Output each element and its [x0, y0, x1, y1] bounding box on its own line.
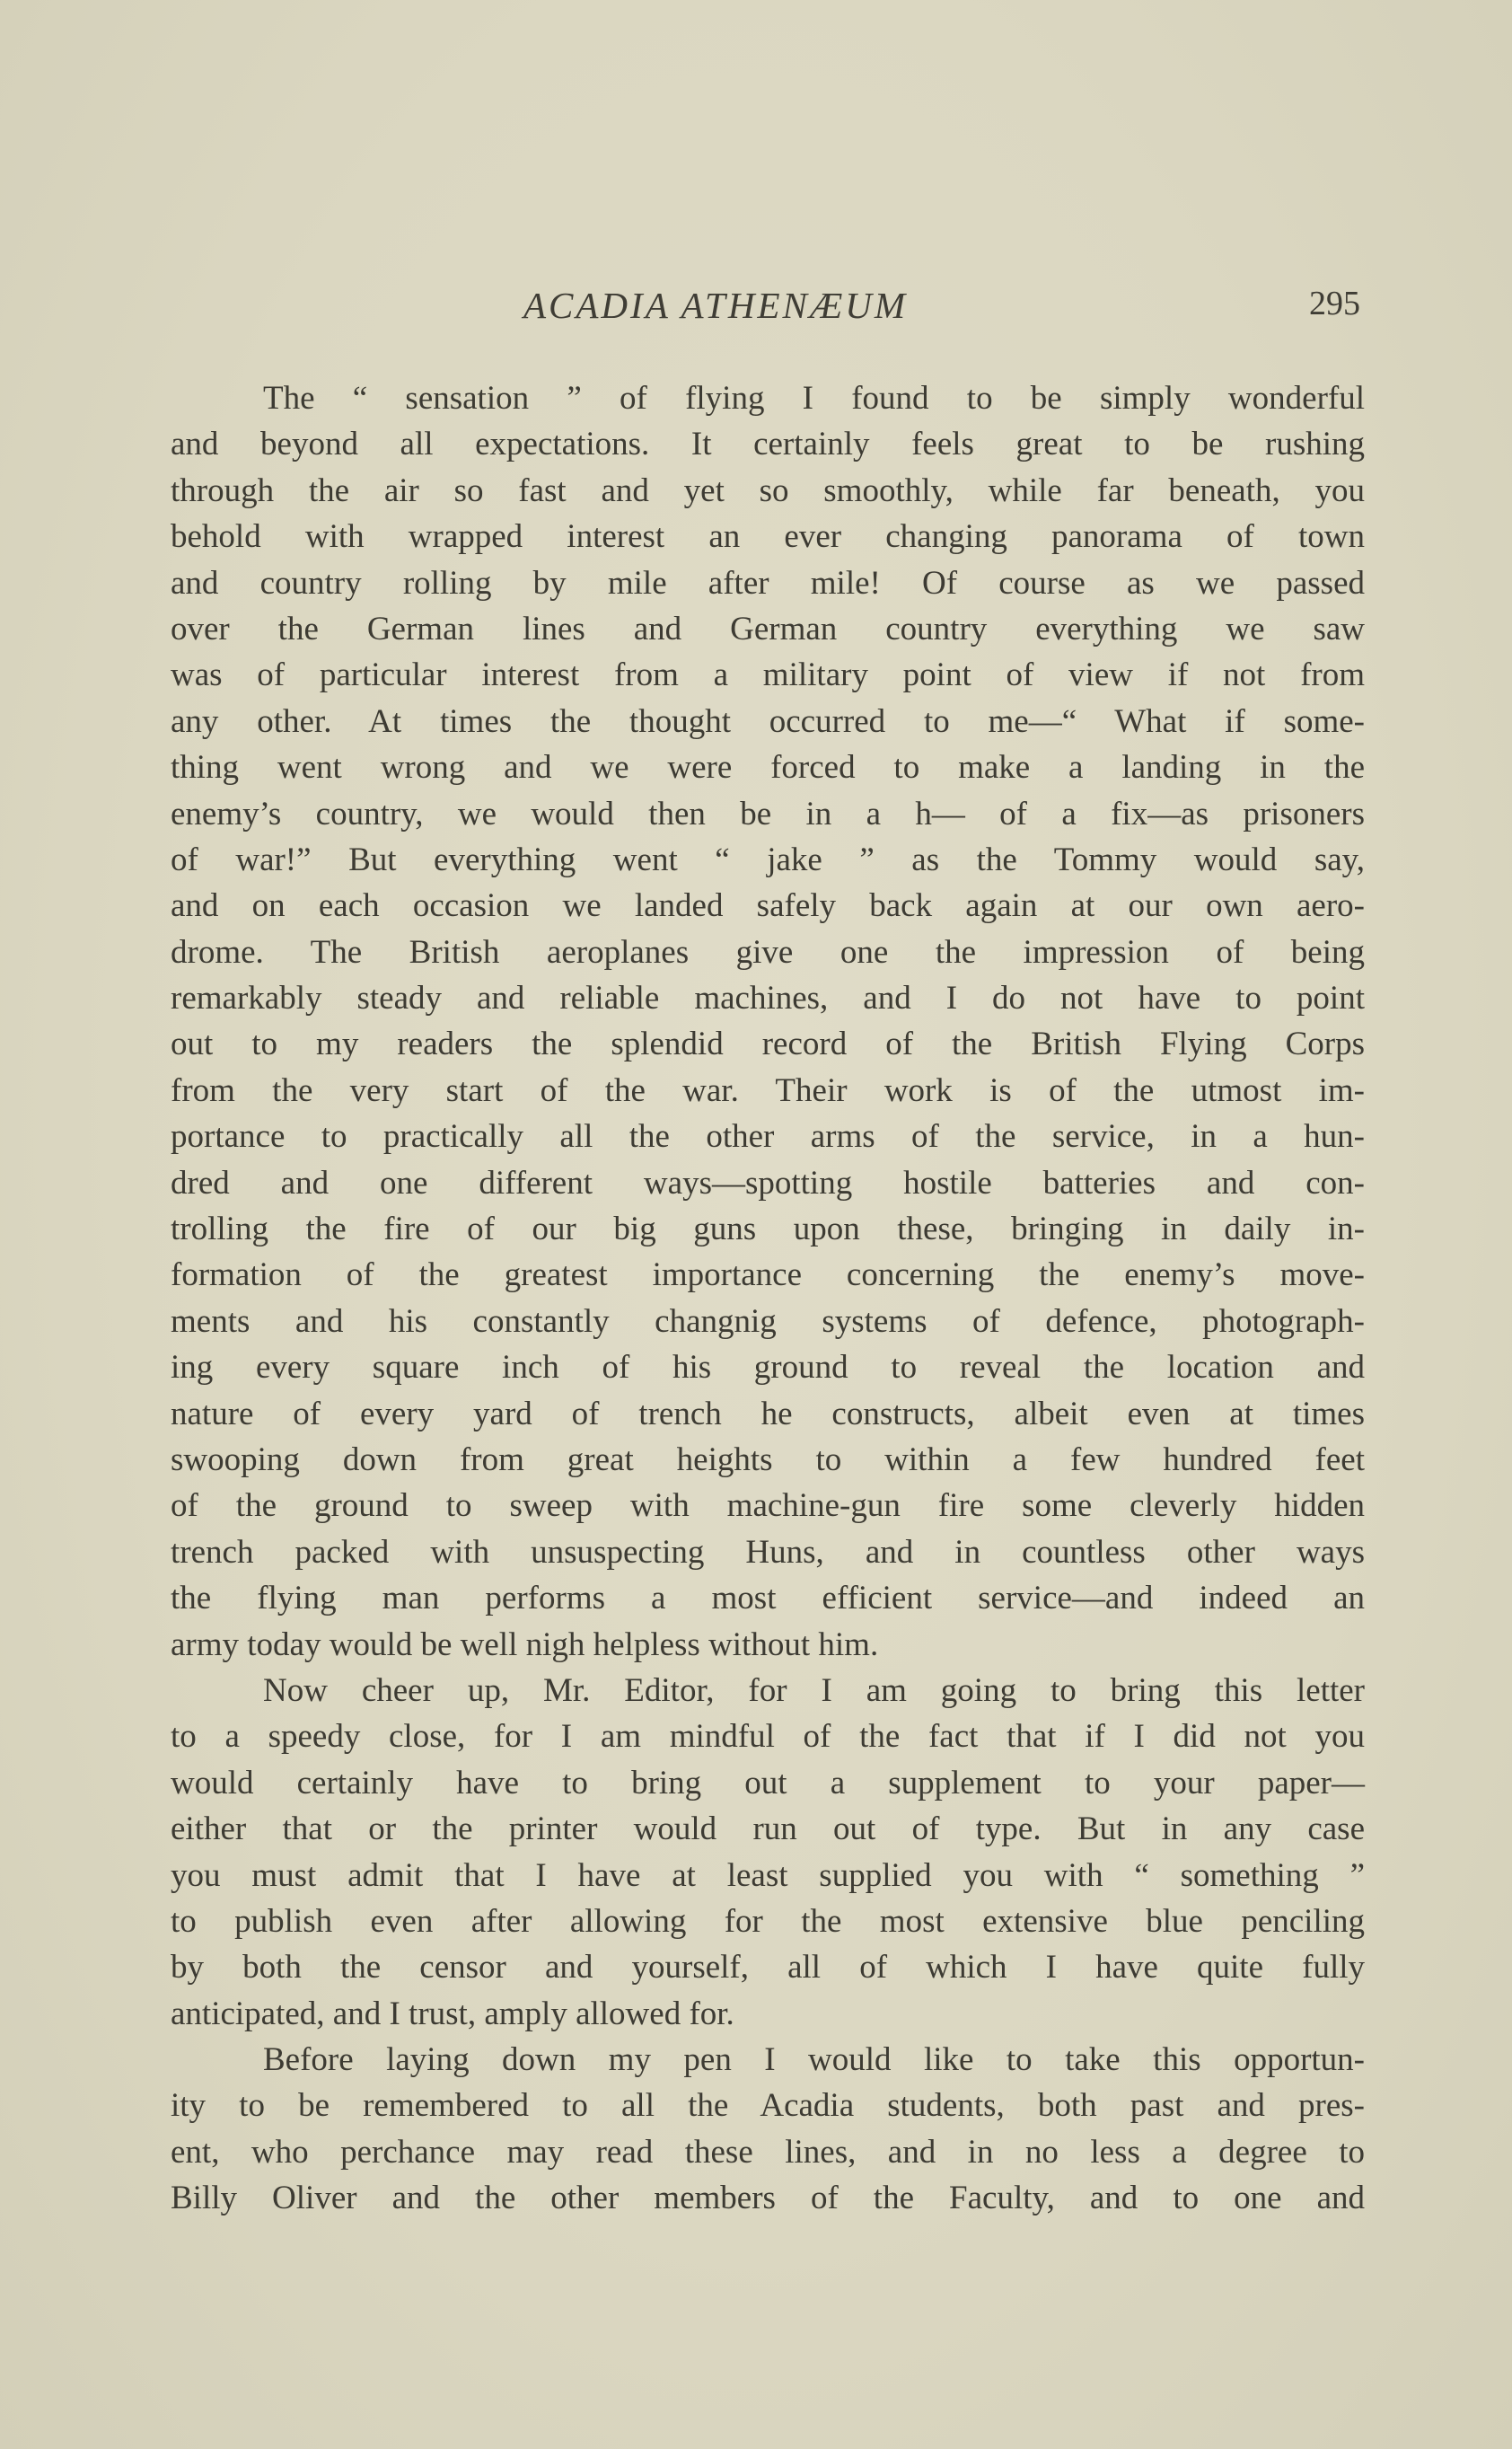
running-head [0, 284, 1512, 329]
text-line: Now cheer up, Mr. Editor, for I am going to bring this letter [263, 1671, 1365, 1709]
text-line: you must admit that I have at least supplied you with “ something ” [171, 1856, 1365, 1894]
paragraph-closing [171, 1668, 1365, 2037]
text-line: out to my readers the splendid record of the British Flying Corps [171, 1026, 1365, 1063]
text-line: trolling the fire of our big guns upon these, bringing in daily in- [171, 1211, 1365, 1248]
text-line: over the German lines and German country everything we saw [171, 610, 1365, 647]
text-line: anticipated, and I trust, amply allowed for. [171, 1995, 734, 2032]
text-line: thing went wrong and we were forced to make a landing in the [171, 749, 1365, 787]
text-line: ments and his constantly changnig systems of defence, photograph- [171, 1302, 1365, 1340]
text-line: The “ sensation ” of flying I found to be simply wonderful [263, 380, 1365, 417]
text-line: dred and one different ways—spotting hostile batteries and con- [171, 1164, 1365, 1202]
text-line: to publish even after allowing for the most extensive blue penciling [171, 1902, 1365, 1940]
text-line: would certainly have to bring out a supplement to your paper— [171, 1764, 1365, 1802]
text-line: formation of the greatest importance concerning the enemy’s move- [171, 1256, 1365, 1294]
text-line: either that or the printer would run out of type. But in any case [171, 1810, 1365, 1848]
text-line: and country rolling by mile after mile! Of course as we passed [171, 564, 1365, 602]
text-line: ent, who perchance may read these lines, and in no less a degree to [171, 2133, 1365, 2171]
text-line: Before laying down my pen I would like to take this opportun- [263, 2041, 1365, 2079]
text-line: and beyond all expectations. It certainly feels great to be rushing [171, 426, 1365, 463]
text-line: trench packed with unsuspecting Huns, and in countless other ways [171, 1533, 1365, 1571]
paragraph-flying [171, 375, 1365, 1668]
text-line: the flying man performs a most efficient service—and indeed an [171, 1580, 1365, 1617]
text-line: ity to be remembered to all the Acadia students, both past and pres- [171, 2087, 1365, 2125]
text-line: behold with wrapped interest an ever changing panorama of town [171, 518, 1365, 556]
page-number: 295 [1309, 285, 1360, 322]
text-line: drome. The British aeroplanes give one the impression of being [171, 933, 1365, 971]
text-line: nature of every yard of trench he constructs, albeit even at times [171, 1395, 1365, 1432]
text-line: army today would be well nigh helpless without him. [171, 1625, 879, 1663]
paragraph-remembrance [171, 2037, 1365, 2222]
text-line: through the air so fast and yet so smoothly, while far beneath, you [171, 471, 1365, 509]
text-line: swooping down from great heights to within a few hundred feet [171, 1440, 1365, 1478]
text-line: enemy’s country, we would then be in a h— of a fix—as prisoners [171, 795, 1365, 832]
text-line: from the very start of the war. Their work is of the utmost im- [171, 1071, 1365, 1109]
text-line: of the ground to sweep with machine-gun fire some cleverly hidden [171, 1487, 1365, 1525]
text-line: was of particular interest from a military point of view if not from [171, 656, 1365, 694]
text-line: any other. At times the thought occurred to me—“ What if some- [171, 702, 1365, 740]
text-line: of war!” But everything went “ jake ” as the Tommy would say, [171, 841, 1365, 878]
text-line: and on each occasion we landed safely back again at our own aero- [171, 887, 1365, 925]
journal-title: ACADIA ATHENÆUM [523, 285, 909, 326]
text-line: portance to practically all the other arms of the service, in a hun- [171, 1118, 1365, 1156]
text-line: Billy Oliver and the other members of the Faculty, and to one and [171, 2180, 1365, 2217]
letter-body [171, 375, 1365, 2222]
text-line: by both the censor and yourself, all of which I have quite fully [171, 1949, 1365, 1987]
text-line: remarkably steady and reliable machines, and I do not have to point [171, 980, 1365, 1017]
text-line: to a speedy close, for I am mindful of the fact that if I did not you [171, 1718, 1365, 1756]
text-line: ing every square inch of his ground to reveal the location and [171, 1349, 1365, 1387]
